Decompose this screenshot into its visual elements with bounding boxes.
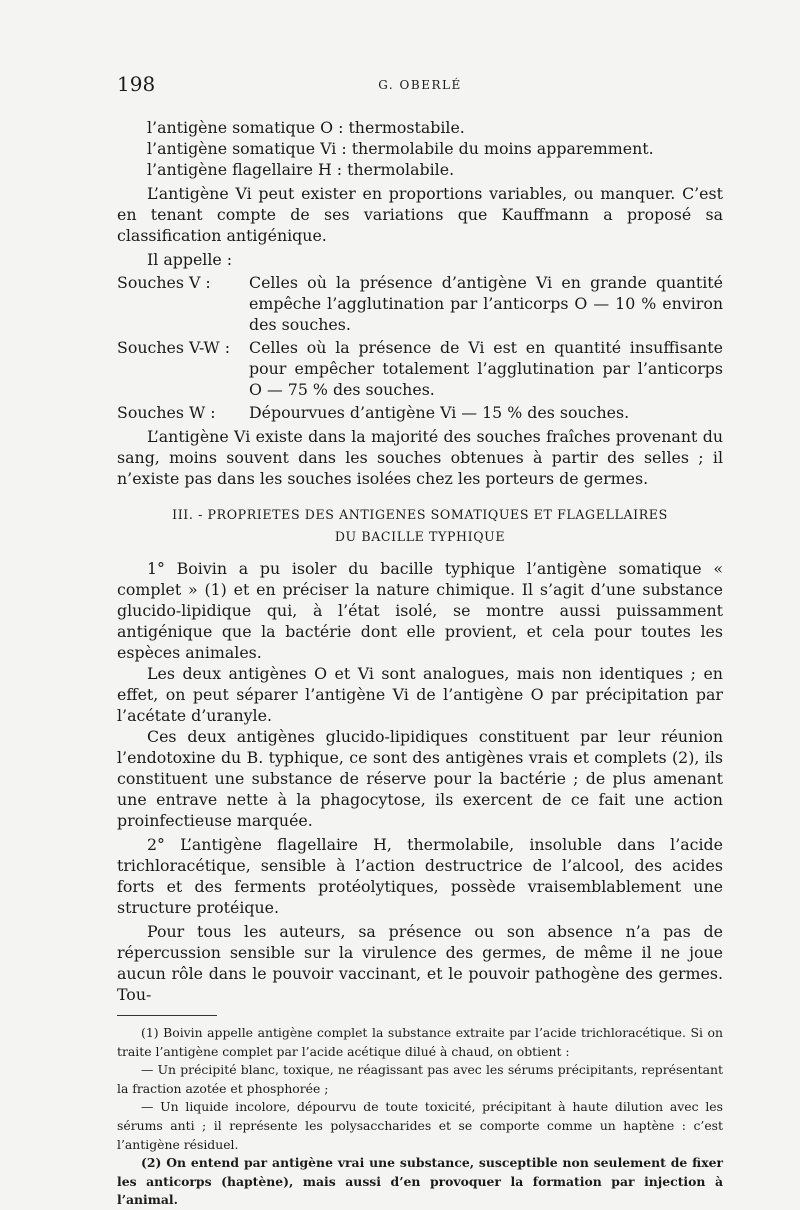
paragraph: L’antigène Vi peut exister en proportions variables, ou manquer. C’est en tenant compte de ses variations que Kauffmann a proposé sa classification antigénique. (117, 184, 723, 245)
page-header (117, 72, 723, 100)
footnote: — Un précipité blanc, toxique, ne réagissant pas avec les sérums précipitants, représentant la fraction azotée et phosphorée ; (117, 1062, 723, 1096)
definition-text: Celles où la présence de Vi est en quantité insuffisante pour empêcher totalement l’agglutination par l’anticorps O — 75 % des souches. (249, 338, 723, 399)
paragraph: L’antigène Vi existe dans la majorité des souches fraîches provenant du sang, moins souvent dans les souches obtenues à partir des selles ; il n’existe pas dans les souches isolées chez les porteurs de germes. (117, 427, 723, 488)
paragraph: 2° L’antigène flagellaire H, thermolabile, insoluble dans l’acide trichloracétique, sensible à l’action destructrice de l’alcool, des acides forts et des ferments protéolytiques, possède vraisemblablement une structure protéique. (117, 835, 723, 917)
running-head: G. OBERLÉ (378, 78, 462, 92)
section-heading (117, 504, 723, 548)
footnote-divider (117, 1015, 217, 1016)
footnote: — Un liquide incolore, dépourvu de toute toxicité, précipitant à haute dilution avec les sérums anti ; il représente les polysaccharides et se comporte comme un haptène : c’est l’antigène résiduel. (117, 1099, 723, 1152)
definition-term: Souches V : (117, 273, 211, 292)
paragraph: Les deux antigènes O et Vi sont analogues, mais non identiques ; en effet, on peut séparer l’antigène Vi de l’antigène O par précipitation par l’acétate d’uranyle. (117, 664, 723, 725)
footnote: (1) Boivin appelle antigène complet la substance extraite par l’acide trichloracétique. Si on traite l’antigène complet par l’acide acétique dilué à chaud, on obtient : (117, 1025, 723, 1059)
list-item: l’antigène somatique O : thermostabile. (147, 118, 465, 137)
definition-row (117, 272, 723, 335)
paragraph: Il appelle : (147, 250, 233, 269)
definition-term: Souches V-W : (117, 338, 231, 357)
body-text (117, 117, 723, 1210)
section-heading-line: III. - PROPRIETES DES ANTIGENES SOMATIQUES ET FLAGELLAIRES (172, 507, 668, 522)
paragraph: Pour tous les auteurs, sa présence ou son absence n’a pas de répercussion sensible sur la virulence des germes, de même il ne joue aucun rôle dans le pouvoir vaccinant, et le pouvoir pathogène des germes. Tou- (117, 922, 723, 1004)
definition-text: Dépourvues d’antigène Vi — 15 % des souches. (249, 403, 630, 422)
page-number: 198 (117, 72, 156, 96)
definition-row (117, 337, 723, 400)
footnote: (2) On entend par antigène vrai une substance, susceptible non seulement de fixer les anticorps (haptène), mais aussi d’en provoquer la formation par injection à l’animal. (117, 1155, 723, 1208)
definition-text: Celles où la présence d’antigène Vi en grande quantité empêche l’agglutination par l’anticorps O — 10 % environ des souches. (249, 273, 723, 334)
list-item: l’antigène flagellaire H : thermolabile. (147, 160, 455, 179)
paragraph: Ces deux antigènes glucido-lipidiques constituent par leur réunion l’endotoxine du B. typhique, ce sont des antigènes vrais et complets (2), ils constituent une substance de réserve pour la bactérie ; de plus amenant une entrave nette à la phagocytose, ils exercent de ce fait une action proinfectieuse marquée. (117, 727, 723, 830)
definition-row (117, 402, 723, 423)
paragraph: 1° Boivin a pu isoler du bacille typhique l’antigène somatique « complet » (1) et en préciser la nature chimique. Il s’agit d’une substance glucido-lipidique qui, à l’état isolé, se montre aussi puissamment antigénique que la bactérie dont elle provient, et cela pour toutes les espèces animales. (117, 559, 723, 662)
list-item: l’antigène somatique Vi : thermolabile du moins apparemment. (147, 139, 654, 158)
section-heading-line: DU BACILLE TYPHIQUE (334, 529, 506, 544)
definition-term: Souches W : (117, 403, 216, 422)
